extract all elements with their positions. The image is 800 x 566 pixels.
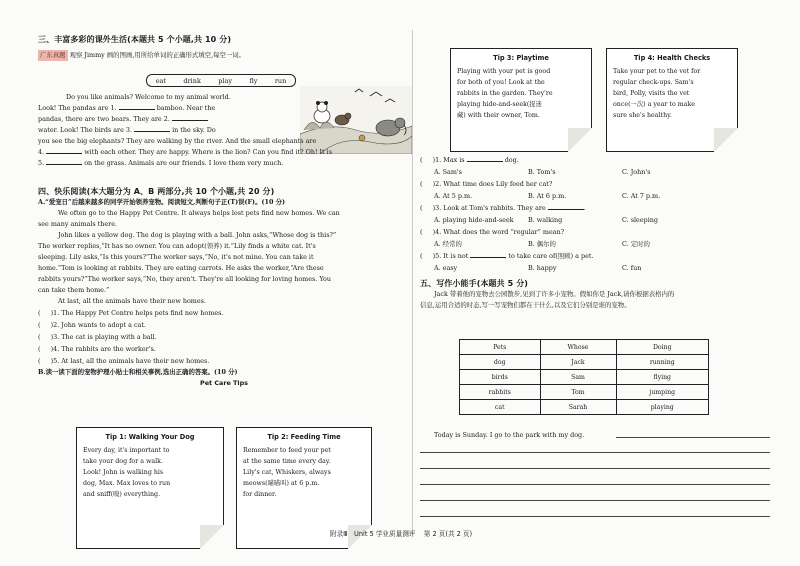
section3-title: 三、丰富多彩的课外生活(本题共 5 个小题,共 10 分): [38, 35, 232, 44]
tips-heading: Pet Care Tips: [200, 379, 248, 387]
section3-instruction-row: [38, 50, 408, 61]
answer-blank[interactable]: [467, 155, 503, 162]
mcq-question: ( )2. What time does Lily feed her cat?: [420, 180, 553, 188]
pets-table: [459, 339, 709, 415]
tip-line: sure she's healthy.: [613, 112, 672, 119]
mcq-option[interactable]: B. Tom's: [528, 168, 556, 176]
page-fold-decoration: [200, 525, 224, 549]
footer-page-number: 第 2 页(共 2 页): [423, 530, 473, 538]
table-header-cell: Whose: [540, 340, 616, 355]
passage-line: [38, 125, 300, 136]
page-fold-decoration: [714, 128, 738, 152]
table-cell: Sarah: [540, 400, 616, 415]
table-cell: cat: [460, 400, 541, 415]
writing-line[interactable]: [420, 516, 770, 517]
mcq-options: [420, 238, 770, 250]
tf-text: )3. The cat is playing with a ball.: [50, 333, 157, 341]
passage-line: sleeping. Lily asks,“Is this yours?”The worker says,“No, it's not mine. You can take it: [38, 253, 314, 261]
mcq-option[interactable]: B. happy: [528, 264, 557, 272]
mcq-question: ( )5. It is not to take care of(照顾) a pet.: [420, 252, 594, 260]
section3-passage-top: [38, 92, 300, 136]
table-row: [460, 400, 709, 415]
mcq-question: ( )3. Look at Tom's rabbits. They are .: [420, 204, 586, 212]
section3-passage-bottom: [38, 136, 410, 169]
answer-blank[interactable]: [548, 203, 584, 210]
passage-text: bamboo. Near the: [156, 104, 216, 112]
passage-line: see many animals there.: [38, 220, 118, 228]
table-cell: Sam: [540, 370, 616, 385]
mcq-question: ( )1. Max is dog.: [420, 156, 519, 164]
mcq-option[interactable]: C. At 7 p.m.: [622, 192, 661, 200]
writing-line[interactable]: [420, 452, 770, 453]
source-tag: 广东真题: [40, 51, 66, 59]
passage-line: you see the big elephants? They are walking by the river. And the small elephants are: [38, 137, 317, 145]
passage-line: Do you like animals? Welcome to my animal world.: [66, 93, 231, 101]
tip-line: take your dog for a walk.: [83, 458, 163, 465]
passage-text: in the sky. Do: [172, 126, 216, 134]
word-bank-item: drink: [183, 76, 201, 85]
section5-prompt: 信息,运用合适的时态,写一写宠物们都在干什么,以及它们分别是谁的宠物。: [420, 301, 631, 309]
tip-card-3: [450, 48, 592, 152]
mcq-question: ( )4. What does the word “regular” mean?: [420, 228, 565, 236]
mcq-text: )4. What does the word “regular” mean?: [432, 228, 565, 236]
mcq-text: )5. It is not: [432, 252, 469, 260]
mcq-option[interactable]: C. sleeping: [622, 216, 658, 224]
tip-line: once(一次) a year to make: [613, 101, 696, 108]
table-row: [460, 385, 709, 400]
table-cell: jumping: [616, 385, 709, 400]
tip-line: regular check-ups. Sam's: [613, 79, 694, 86]
answer-blank-3[interactable]: [134, 125, 170, 132]
part-b-title: B.读一读下面的宠物护理小贴士和相关事例,选出正确的答案。(10 分): [38, 368, 238, 376]
table-cell: running: [616, 355, 709, 370]
tip-line: rabbits in the garden. They're: [457, 90, 553, 97]
word-bank-item: fly: [249, 76, 258, 85]
tip-line: bird, Polly, visits the vet: [613, 90, 690, 97]
tf-question[interactable]: ( )1. The Happy Pet Centre helps pets find new homes.: [38, 309, 224, 317]
answer-blank-2[interactable]: [172, 114, 208, 121]
answer-blank-1[interactable]: [119, 103, 155, 110]
mcq-option[interactable]: B. At 6 p.m.: [528, 192, 567, 200]
mcq-option[interactable]: A. Sam's: [434, 168, 462, 176]
table-row: [460, 355, 709, 370]
passage-line: The worker replies,“It has no owner. You can adopt(领养) it.”Lily finds a white cat. It's: [38, 242, 316, 250]
passage-line: can take them home.”: [38, 286, 110, 294]
passage-line: [38, 158, 410, 169]
table-row: [460, 370, 709, 385]
mcq-option[interactable]: A. playing hide-and-seek: [434, 216, 514, 224]
tip-card-1: [76, 427, 224, 549]
footer-unit: Unit 5 学业质量测评: [354, 530, 416, 538]
tf-question[interactable]: ( )3. The cat is playing with a ball.: [38, 333, 157, 341]
mcq-option[interactable]: A. 经常的: [434, 240, 462, 248]
tip-line: for dinner.: [243, 491, 277, 498]
mcq-text: dog.: [504, 156, 519, 164]
mcq-option[interactable]: C. John's: [622, 168, 651, 176]
mcq-option[interactable]: C. fun: [622, 264, 642, 272]
passage-line: John likes a yellow dog. The dog is playing with a ball. John asks,“Whose dog is this?”: [58, 231, 337, 239]
tf-question[interactable]: ( )5. At last, all the animals have their new homes.: [38, 357, 210, 365]
tip-line: at the same time every day.: [243, 458, 331, 465]
passage-text: 4.: [38, 148, 45, 156]
mcq-text: )2. What time does Lily feed her cat?: [432, 180, 553, 188]
page-fold-decoration: [568, 128, 592, 152]
mcq-options: [420, 190, 770, 202]
tf-text: )5. At last, all the animals have their new homes.: [50, 357, 210, 365]
tip-line: Remember to feed your pet: [243, 447, 331, 454]
tip-line: Lily's cat, Whiskers, always: [243, 469, 331, 476]
tip-line: 藏) with their owner, Tom.: [457, 112, 540, 119]
mcq-list: [420, 154, 770, 311]
tip-title: Tip 2: Feeding Time: [267, 433, 341, 441]
table-cell: birds: [460, 370, 541, 385]
table-header-cell: Pets: [460, 340, 541, 355]
passage-line: home.”Tom is looking at rabbits. They are eating carrots. He asks the worker,“Are these: [38, 264, 324, 272]
passage-text: on the grass. Animals are our friends. I love them very much.: [84, 159, 284, 167]
tip-title: Tip 1: Walking Your Dog: [105, 433, 195, 441]
passage-text: Look! The pandas are 1.: [38, 104, 117, 112]
tip-line: playing hide-and-seek(捉迷: [457, 101, 542, 108]
tip-line: and sniff(嗅) everything.: [83, 491, 161, 498]
tf-question[interactable]: ( )4. The rabbits are the worker's.: [38, 345, 156, 353]
passage-line: [38, 114, 300, 125]
table-cell: rabbits: [460, 385, 541, 400]
tip-line: Playing with your pet is good: [457, 68, 551, 75]
tip-card-4: [606, 48, 738, 152]
tf-text: )4. The rabbits are the worker's.: [50, 345, 156, 353]
mcq-option[interactable]: B. walking: [528, 216, 563, 224]
table-cell: flying: [616, 370, 709, 385]
table-cell: Tom: [540, 385, 616, 400]
passage-text: with each other. They are happy. Where is the lion? Can you find it? Oh! It is: [84, 148, 333, 156]
word-bank-item: play: [218, 76, 233, 85]
answer-blank-4[interactable]: [46, 147, 82, 154]
tip-line: Take your pet to the vet for: [613, 68, 701, 75]
section4-title: 四、快乐阅读(本大题分为 A、B 两部分,共 10 个小题,共 20 分): [38, 187, 275, 196]
writing-line[interactable]: [420, 500, 770, 501]
table-header-cell: Doing: [616, 340, 709, 355]
tip-line: dog, Max. Max loves to run: [83, 480, 171, 487]
passage-text: water. Look! The birds are 3.: [38, 126, 133, 134]
mcq-options: [420, 166, 770, 178]
answer-blank[interactable]: [470, 251, 506, 258]
tf-text: )1. The Happy Pet Centre helps pets find new homes.: [50, 309, 224, 317]
tip-title: Tip 4: Health Checks: [633, 54, 711, 62]
section4: [38, 186, 410, 389]
mcq-option[interactable]: B. 偶尔的: [528, 240, 556, 248]
tip-line: Every day, it's important to: [83, 447, 170, 454]
page-footer: [330, 528, 472, 538]
answer-blank-5[interactable]: [46, 158, 82, 165]
passage-line: At last, all the animals have their new homes.: [58, 297, 206, 305]
column-divider: [412, 30, 413, 535]
writing-line[interactable]: [420, 468, 770, 469]
writing-line[interactable]: [616, 437, 770, 438]
tip-line: for both of you! Look at the: [457, 79, 545, 86]
mcq-options: [420, 262, 770, 274]
tip-title: Tip 3: Playtime: [493, 54, 549, 62]
tip-line: Look! John is walking his: [83, 469, 164, 476]
writing-starter: Today is Sunday. I go to the park with my dog.: [434, 431, 585, 439]
word-bank-item: run: [274, 76, 287, 85]
word-bank: [146, 74, 296, 87]
tip-line: meows(喵喵叫) at 6 p.m.: [243, 480, 320, 487]
mcq-options: [420, 214, 770, 226]
table-cell: dog: [460, 355, 541, 370]
table-header-row: [460, 340, 709, 355]
section5-title: 五、写作小能手(本题共 5 分): [420, 279, 529, 288]
mcq-text: )3. Look at Tom's rabbits. They are: [432, 204, 546, 212]
table-cell: Jack: [540, 355, 616, 370]
mcq-text: to take care of(照顾) a pet.: [508, 252, 594, 260]
passage-line: rabbits yours?”The worker says,“No, they aren't. They're all looking for loving homes. You: [38, 275, 331, 283]
mcq-option[interactable]: A. At 5 p.m.: [434, 192, 473, 200]
passage-text: pandas, there are two bears. They are 2.: [38, 115, 170, 123]
passage-line: [38, 103, 300, 114]
passage-line: [38, 147, 410, 158]
table-cell: playing: [616, 400, 709, 415]
mcq-option[interactable]: C. 定时的: [622, 240, 650, 248]
mcq-text: )1. Max is: [432, 156, 465, 164]
word-bank-item: eat: [155, 76, 167, 85]
passage-line: We often go to the Happy Pet Centre. It always helps lost pets find new homes. We can: [58, 209, 340, 217]
writing-line[interactable]: [420, 484, 770, 485]
mcq-text: .: [583, 204, 586, 212]
mcq-option[interactable]: A. easy: [434, 264, 458, 272]
section3-instruction: 观察 Jimmy 画的图画,用所给单词的正确形式填空,每空一词。: [69, 51, 246, 59]
part-a-title: A.“爱宠日”后越来越多的同学开始领养宠物。阅读短文,判断句子正(T)误(F)。(10 分): [38, 198, 286, 206]
tf-question[interactable]: ( )2. John wants to adopt a cat.: [38, 321, 146, 329]
section5-prompt: Jack 带着他的宠物去公园散步,见到了许多小宠物。假如你是 Jack,请你根据表格内的: [434, 290, 675, 298]
footer-appendix: 附录Ⅲ: [330, 530, 348, 538]
left-column: [38, 34, 408, 498]
tf-text: )2. John wants to adopt a cat.: [50, 321, 146, 329]
passage-text: 5.: [38, 159, 45, 167]
